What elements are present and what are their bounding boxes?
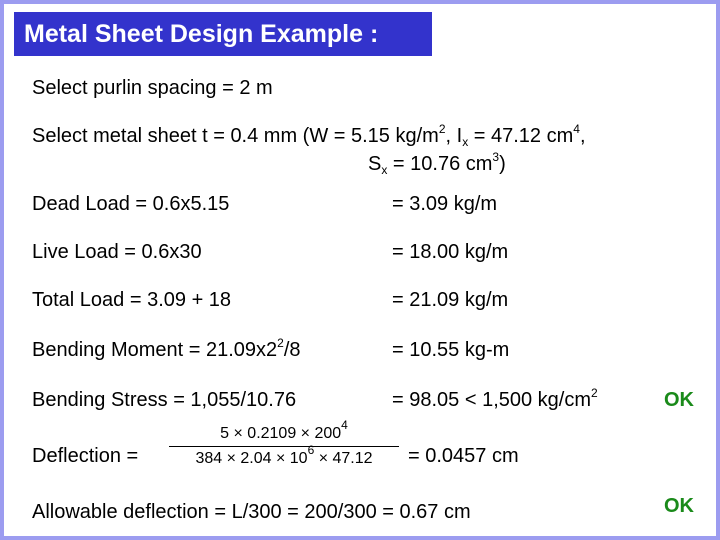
page-title: Metal Sheet Design Example : <box>14 12 432 56</box>
allowable-ok-badge: OK <box>664 495 694 517</box>
fraction-bar <box>169 446 399 447</box>
defl-den-text-a: 384 × 2.04 × 10 <box>195 450 308 467</box>
live-load-label: Live Load = 0.6x30 <box>32 241 202 263</box>
defl-den-sup: 6 <box>307 443 315 457</box>
defl-num-sup: 4 <box>341 418 348 432</box>
bm-text-a: Bending Moment = 21.09x2 <box>32 339 278 361</box>
total-load-result: = 21.09 kg/m <box>392 289 509 311</box>
bending-moment-label <box>32 338 301 362</box>
dead-load-label: Dead Load = 0.6x5.15 <box>32 193 230 215</box>
sheet-sub-1: x <box>462 135 469 149</box>
deflection-numerator <box>169 418 399 444</box>
metal-sheet-line-2 <box>368 152 506 176</box>
bending-stress-result <box>392 388 598 412</box>
sheet-text-a: Select metal sheet t = 0.4 mm (W = 5.15 kg/m <box>32 125 439 147</box>
sheet2-sup: 3 <box>492 150 500 164</box>
sheet2-sub: x <box>381 163 388 177</box>
sheet2-text-b: = 10.76 cm <box>387 153 493 175</box>
defl-num-text: 5 × 0.2109 × 200 <box>220 425 342 442</box>
bs-sup: 2 <box>591 386 598 400</box>
sheet-text-b: , I <box>445 125 463 147</box>
allowable-deflection-text: Allowable deflection = L/300 = 200/300 = 0.67 cm <box>32 501 471 523</box>
sheet2-text-c: ) <box>499 153 506 175</box>
live-load-result: = 18.00 kg/m <box>392 241 509 263</box>
slide <box>4 4 716 536</box>
sheet-text-c: = 47.12 cm <box>468 125 574 147</box>
deflection-result: = 0.0457 cm <box>408 445 519 467</box>
defl-den-text-b: × 47.12 <box>314 450 373 467</box>
bm-text-b: /8 <box>283 339 301 361</box>
bending-stress-label: Bending Stress = 1,055/10.76 <box>32 389 297 411</box>
deflection-fraction <box>169 418 399 469</box>
bending-moment-result: = 10.55 kg-m <box>392 339 510 361</box>
deflection-denominator <box>169 443 399 469</box>
dead-load-result: = 3.09 kg/m <box>392 193 498 215</box>
sheet2-text-a: S <box>368 153 382 175</box>
sheet-text-d: , <box>579 125 586 147</box>
total-load-label: Total Load = 3.09 + 18 <box>32 289 232 311</box>
deflection-label: Deflection = <box>32 445 139 467</box>
sheet-sup-2: 4 <box>573 122 580 136</box>
purlin-spacing-text: Select purlin spacing = 2 m <box>32 77 273 99</box>
sheet-sup-1: 2 <box>438 122 446 136</box>
bending-stress-ok-badge: OK <box>664 389 694 411</box>
bs-text-a: = 98.05 < 1,500 kg/cm <box>392 389 592 411</box>
bm-sup: 2 <box>277 336 284 350</box>
metal-sheet-line-1 <box>32 124 586 148</box>
